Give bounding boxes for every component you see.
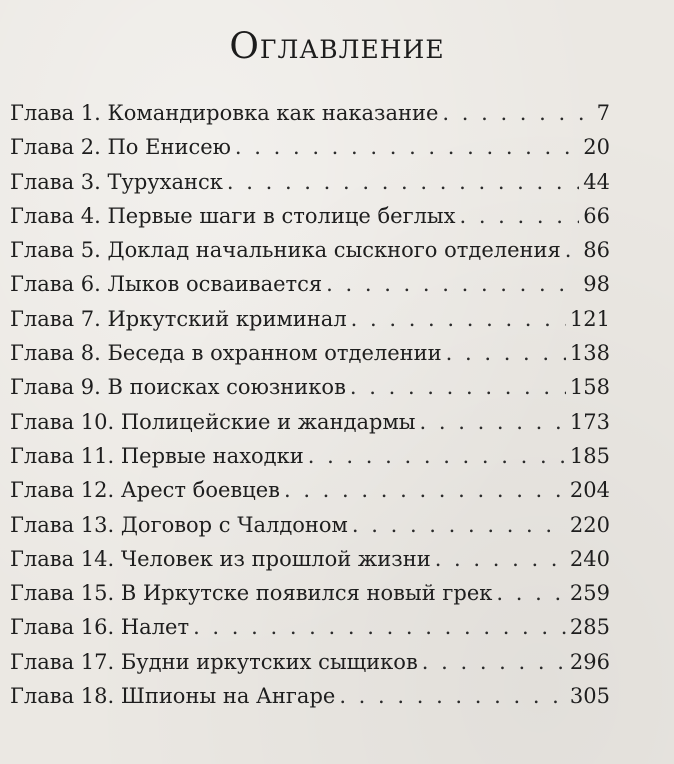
chapter-title: Глава 2. По Енисею bbox=[10, 135, 231, 160]
page-number: 305 bbox=[569, 684, 610, 709]
toc-entry bbox=[10, 547, 610, 581]
chapter-title: Глава 18. Шпионы на Ангаре bbox=[10, 684, 336, 709]
chapter-title: Глава 1. Командировка как наказание bbox=[10, 101, 439, 125]
page-number: 158 bbox=[569, 375, 610, 400]
dot-leader bbox=[284, 478, 566, 502]
toc-entry bbox=[10, 513, 610, 547]
page-number: 240 bbox=[569, 546, 610, 571]
dot-leader bbox=[326, 272, 579, 296]
toc-entry bbox=[10, 444, 610, 478]
toc-entry bbox=[10, 615, 610, 649]
page-number: 7 bbox=[596, 101, 610, 125]
toc-entry bbox=[10, 170, 610, 204]
toc-entry bbox=[10, 204, 610, 238]
dot-leader bbox=[308, 444, 566, 468]
page-number: 173 bbox=[569, 409, 610, 434]
toc-entry bbox=[10, 581, 610, 615]
dot-leader bbox=[565, 238, 580, 262]
chapter-title: Глава 7. Иркутский криминал bbox=[10, 306, 347, 331]
toc-entry bbox=[10, 478, 610, 512]
chapter-title: Глава 6. Лыков осваивается bbox=[10, 272, 323, 297]
toc-entry bbox=[10, 101, 610, 135]
chapter-title: Глава 17. Будни иркутских сыщиков bbox=[10, 649, 418, 674]
chapter-title: Глава 12. Арест боевцев bbox=[10, 478, 280, 503]
chapter-title: Глава 8. Беседа в охранном отделении bbox=[10, 341, 442, 366]
page-number: 185 bbox=[569, 443, 610, 468]
page-number: 44 bbox=[583, 169, 610, 194]
dot-leader bbox=[350, 375, 566, 399]
chapter-title: Глава 3. Туруханск bbox=[10, 169, 223, 194]
dot-leader bbox=[422, 650, 566, 674]
chapter-title: Глава 5. Доклад начальника сыскного отделения bbox=[10, 238, 561, 263]
page-number: 138 bbox=[569, 341, 610, 366]
page-number: 204 bbox=[569, 478, 610, 503]
toc-entry bbox=[10, 684, 610, 718]
chapter-title: Глава 9. В поисках союзников bbox=[10, 375, 346, 400]
dot-leader bbox=[339, 684, 566, 708]
chapter-title: Глава 10. Полицейские и жандармы bbox=[10, 409, 416, 434]
chapter-title: Глава 13. Договор с Чалдоном bbox=[10, 512, 348, 537]
toc-entry bbox=[10, 410, 610, 444]
dot-leader bbox=[496, 581, 566, 605]
toc-entry bbox=[10, 375, 610, 409]
chapter-title: Глава 4. Первые шаги в столице беглых bbox=[10, 203, 456, 228]
toc-entry bbox=[10, 307, 610, 341]
page-number: 259 bbox=[569, 581, 610, 606]
page-number: 296 bbox=[569, 649, 610, 674]
chapter-title: Глава 11. Первые находки bbox=[10, 443, 304, 468]
dot-leader bbox=[227, 170, 579, 194]
toc-entry bbox=[10, 238, 610, 272]
page-number: 66 bbox=[583, 203, 610, 228]
page-number: 285 bbox=[569, 615, 610, 640]
dot-leader bbox=[442, 101, 592, 125]
page-title: Оглавление bbox=[229, 26, 445, 67]
toc-entry bbox=[10, 135, 610, 169]
dot-leader bbox=[351, 307, 566, 331]
dot-leader bbox=[459, 204, 579, 228]
page-number: 20 bbox=[583, 135, 610, 160]
dot-leader bbox=[235, 135, 579, 159]
page-number: 121 bbox=[569, 306, 610, 331]
dot-leader bbox=[352, 513, 566, 537]
page-number: 86 bbox=[583, 238, 610, 263]
page-number: 98 bbox=[583, 272, 610, 297]
dot-leader bbox=[193, 615, 566, 639]
chapter-title: Глава 14. Человек из прошлой жизни bbox=[10, 546, 431, 571]
dot-leader bbox=[420, 410, 566, 434]
toc-entry bbox=[10, 650, 610, 684]
dot-leader bbox=[446, 341, 566, 365]
toc-entry bbox=[10, 272, 610, 306]
dot-leader bbox=[435, 547, 566, 571]
chapter-title: Глава 15. В Иркутске появился новый грек bbox=[10, 581, 493, 606]
toc-entry bbox=[10, 341, 610, 375]
page-number: 220 bbox=[569, 512, 610, 537]
chapter-title: Глава 16. Налет bbox=[10, 615, 190, 640]
table-of-contents bbox=[10, 101, 610, 718]
